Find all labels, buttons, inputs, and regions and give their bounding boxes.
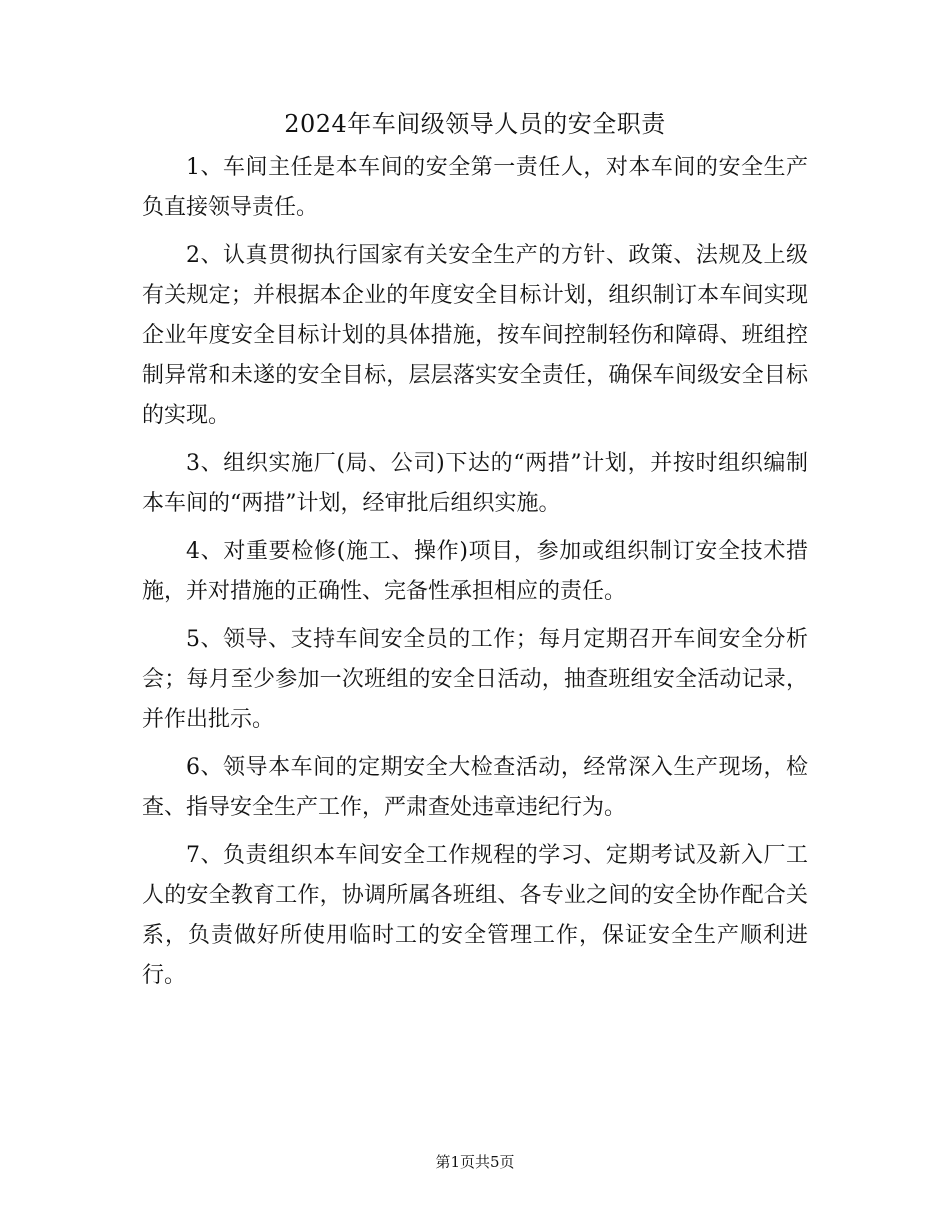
paragraph-6: 6、领导本车间的定期安全大检查活动，经常深入生产现场，检查、指导安全生产工作，严肃查处违章违纪行为。 [142,755,808,820]
paragraph-4: 4、对重要检修(施工、操作)项目，参加或组织制订安全技术措施，并对措施的正确性、完备性承担相应的责任。 [142,539,808,604]
paragraph-3: 3、组织实施厂(局、公司)下达的“两措”计划，并按时组织编制本车间的“两措”计划，经审批后组织实施。 [142,451,808,516]
document-title: 2024年车间级领导人员的安全职责 [284,110,666,138]
page-number: 第1页共5页 [435,1153,515,1171]
paragraph-5: 5、领导、支持车间安全员的工作；每月定期召开车间安全分析会；每月至少参加一次班组的安全日活动，抽查班组安全活动记录，并作出批示。 [142,627,808,732]
paragraph-1: 1、车间主任是本车间的安全第一责任人，对本车间的安全生产负直接领导责任。 [142,155,808,220]
paragraph-2: 2、认真贯彻执行国家有关安全生产的方针、政策、法规及上级有关规定；并根据本企业的年度安全目标计划，组织制订本车间实现企业年度安全目标计划的具体措施，按车间控制轻伤和障碍、班组控制异常和未遂的安全目标，层层落实安全责任，确保车间级安全目标的实现。 [142,243,808,428]
document-body [142,148,808,1004]
paragraph-7: 7、负责组织本车间安全工作规程的学习、定期考试及新入厂工人的安全教育工作，协调所属各班组、各专业之间的安全协作配合关系，负责做好所使用临时工的安全管理工作，保证安全生产顺利进行。 [142,843,808,988]
